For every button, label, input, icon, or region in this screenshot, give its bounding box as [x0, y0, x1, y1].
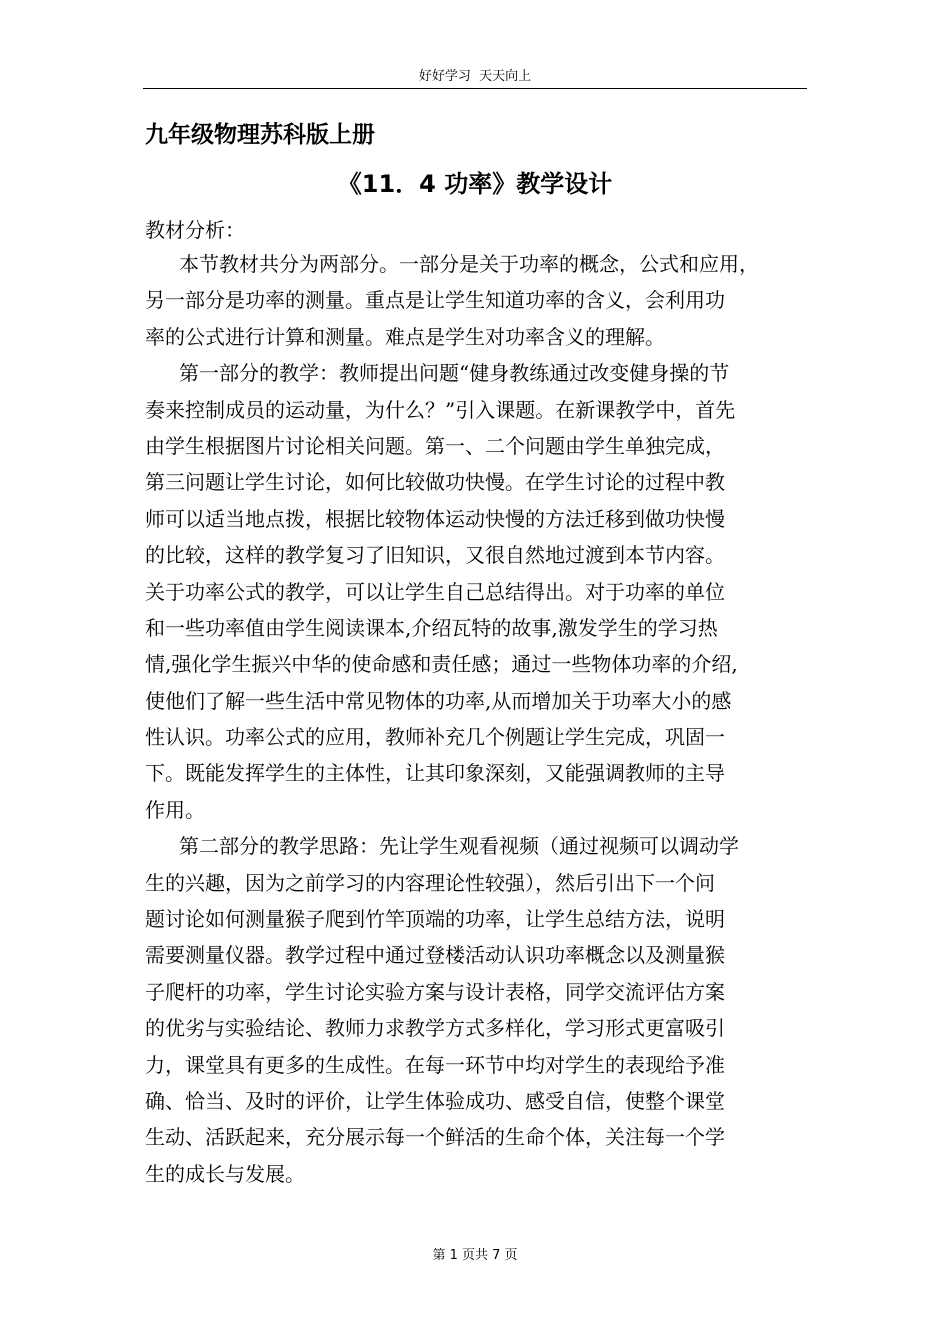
paragraph-line: 的比较，这样的教学复习了旧知识，又很自然地过渡到本节内容。 — [145, 543, 725, 568]
paragraph-line: 下。既能发挥学生的主体性，让其印象深刻，又能强调教师的主导 — [145, 761, 725, 786]
header-rule — [143, 88, 807, 89]
paragraph-line: 作用。 — [145, 797, 205, 822]
page-header: 好好学习 天天向上 — [418, 69, 532, 84]
paragraph-line: 由学生根据图片讨论相关问题。第一、二个问题由学生单独完成， — [145, 433, 725, 458]
paragraph-line: 使他们了解一些生活中常见物体的功率,从而增加关于功率大小的感 — [145, 688, 732, 713]
paragraph — [145, 355, 809, 828]
paragraph-line: 另一部分是功率的测量。重点是让学生知道功率的含义，会利用功 — [145, 288, 725, 313]
paragraph-line: 子爬杆的功率，学生讨论实验方案与设计表格，同学交流评估方案 — [145, 979, 725, 1004]
paragraph-line: 生的成长与发展。 — [145, 1161, 305, 1186]
document-title-line2: 《11．4 功率》教学设计 — [337, 170, 613, 198]
paragraph-line: 的优劣与实验结论、教师力求教学方式多样化，学习形式更富吸引 — [145, 1016, 725, 1041]
paragraph — [145, 828, 809, 1192]
document-body — [145, 246, 809, 1192]
paragraph-line: 题讨论如何测量猴子爬到竹竿顶端的功率，让学生总结方法，说明 — [145, 907, 725, 932]
paragraph-line: 和一些功率值由学生阅读课本,介绍瓦特的故事,激发学生的学习热 — [145, 615, 718, 640]
paragraph-line: 确、恰当、及时的评价，让学生体验成功、感受自信，使整个课堂 — [145, 1088, 725, 1113]
paragraph-line: 生动、活跃起来，充分展示每一个鲜活的生命个体，关注每一个学 — [145, 1125, 725, 1150]
paragraph-line: 第三问题让学生讨论，如何比较做功快慢。在学生讨论的过程中教 — [145, 470, 725, 495]
paragraph — [145, 246, 809, 355]
paragraph-line: 本节教材共分为两部分。一部分是关于功率的概念，公式和应用， — [179, 252, 759, 276]
paragraph-line: 情,强化学生振兴中华的使命感和责任感；通过一些物体功率的介绍, — [145, 652, 738, 677]
paragraph-line: 奏来控制成员的运动量，为什么？”引入课题。在新课教学中，首先 — [145, 397, 736, 422]
paragraph-line: 力，课堂具有更多的生成性。在每一环节中均对学生的表现给予准 — [145, 1052, 725, 1077]
page-footer: 第 1 页共 7 页 — [432, 1248, 518, 1263]
paragraph-line: 性认识。功率公式的应用，教师补充几个例题让学生完成，巩固一 — [145, 725, 725, 750]
paragraph-line: 第一部分的教学：教师提出问题“健身教练通过改变健身操的节 — [179, 361, 730, 386]
paragraph-line: 第二部分的教学思路：先让学生观看视频（通过视频可以调动学 — [179, 834, 739, 859]
paragraph-line: 师可以适当地点拨，根据比较物体运动快慢的方法迁移到做功快慢 — [145, 506, 725, 531]
section-label: 教材分析： — [145, 218, 245, 242]
document-title-line1: 九年级物理苏科版上册 — [145, 122, 375, 148]
paragraph-line: 率的公式进行计算和测量。难点是学生对功率含义的理解。 — [145, 324, 665, 349]
paragraph-line: 生的兴趣，因为之前学习的内容理论性较强），然后引出下一个问 — [145, 870, 715, 895]
paragraph-line: 需要测量仪器。教学过程中通过登楼活动认识功率概念以及测量猴 — [145, 943, 725, 968]
paragraph-line: 关于功率公式的教学，可以让学生自己总结得出。对于功率的单位 — [145, 579, 725, 604]
